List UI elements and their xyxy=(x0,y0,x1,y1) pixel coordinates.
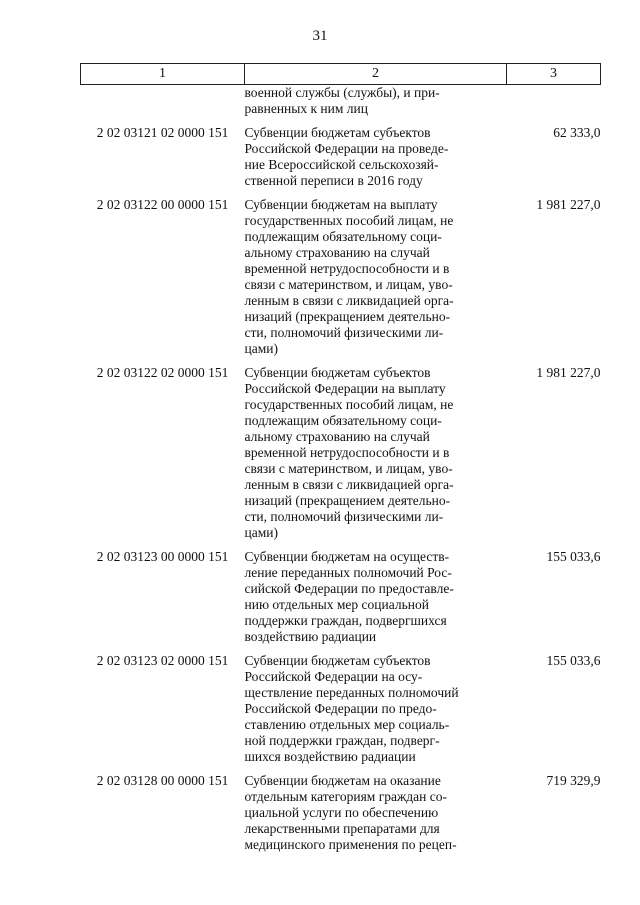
description xyxy=(245,545,507,649)
description-line: государственных пособий лицам, не xyxy=(244,213,454,228)
description-line: связи с материнством, и лицам, уво- xyxy=(244,461,453,476)
column-header-1: 1 xyxy=(81,64,245,85)
description-line: Субвенции бюджетам на осуществ- xyxy=(244,549,450,564)
continuation-code-cell xyxy=(81,85,245,122)
budget-code: 2 02 03128 00 0000 151 xyxy=(96,773,229,788)
description-line: подлежащим обязательному соци- xyxy=(244,229,442,244)
amount: 155 033,6 xyxy=(546,549,601,564)
description-line: шихся воздействию радиации xyxy=(244,749,416,764)
description-line: альному страхованию на случай xyxy=(244,429,430,444)
description-line: государственных пособий лицам, не xyxy=(244,397,454,412)
continuation-row xyxy=(81,85,601,122)
description-line: ной поддержки граждан, подверг- xyxy=(244,733,440,748)
description-line: Российской Федерации на проведе- xyxy=(244,141,449,156)
amount: 62 333,0 xyxy=(553,125,601,140)
description-line: ставлению отдельных мер социаль- xyxy=(244,717,450,732)
description xyxy=(245,193,507,361)
description xyxy=(245,361,507,545)
description-line: Субвенции бюджетам на оказание xyxy=(244,773,441,788)
table-row xyxy=(81,545,601,649)
continuation-amount-cell xyxy=(507,85,601,122)
description-line: ленным в связи с ликвидацией орга- xyxy=(244,477,454,492)
description-line: низаций (прекращением деятельно- xyxy=(244,309,451,324)
description-line: ленным в связи с ликвидацией орга- xyxy=(244,293,454,308)
description-line: ление переданных полномочий Рос- xyxy=(244,565,452,580)
description-line: ние Всероссийской сельскохозяй- xyxy=(244,157,439,172)
budget-code: 2 02 03122 00 0000 151 xyxy=(96,197,229,212)
description-line: лекарственными препаратами для xyxy=(244,821,440,836)
description-line: медицинского применения по рецеп- xyxy=(244,837,457,852)
description-line: поддержки граждан, подвергшихся xyxy=(244,613,447,628)
description-line: низаций (прекращением деятельно- xyxy=(244,493,451,508)
description-line: Субвенции бюджетам субъектов xyxy=(244,653,431,668)
description-line: ществление переданных полномочий xyxy=(244,685,459,700)
description-line: сти, полномочий физическими ли- xyxy=(244,325,444,340)
table-row xyxy=(81,361,601,545)
description-line: цами) xyxy=(244,341,278,356)
description-line: Российской Федерации по предо- xyxy=(244,701,437,716)
continuation-description xyxy=(245,85,507,122)
amount: 719 329,9 xyxy=(546,773,601,788)
amount: 1 981 227,0 xyxy=(536,197,601,212)
table-row xyxy=(81,121,601,193)
description-line: равненных к ним лиц xyxy=(244,101,368,116)
budget-table xyxy=(80,63,601,857)
description-line: Субвенции бюджетам субъектов xyxy=(244,365,431,380)
table-header-row xyxy=(81,64,601,85)
description-line: временной нетрудоспособности и в xyxy=(244,261,450,276)
budget-code: 2 02 03121 02 0000 151 xyxy=(96,125,229,140)
budget-code: 2 02 03123 00 0000 151 xyxy=(96,549,229,564)
description-line: сти, полномочий физическими ли- xyxy=(244,509,444,524)
table-row xyxy=(81,769,601,857)
budget-code: 2 02 03123 02 0000 151 xyxy=(96,653,229,668)
description-line: Российской Федерации на выплату xyxy=(244,381,446,396)
column-header-3: 3 xyxy=(507,64,601,85)
description-line: цами) xyxy=(244,525,278,540)
table-row xyxy=(81,193,601,361)
column-header-2: 2 xyxy=(245,64,507,85)
page-number: 31 xyxy=(312,28,328,44)
description-line: нию отдельных мер социальной xyxy=(244,597,429,612)
description-line: Российской Федерации на осу- xyxy=(244,669,423,684)
description-line: ственной переписи в 2016 году xyxy=(244,173,423,188)
description-line: циальной услуги по обеспечению xyxy=(244,805,439,820)
description xyxy=(245,121,507,193)
description xyxy=(245,769,507,857)
budget-code: 2 02 03122 02 0000 151 xyxy=(96,365,229,380)
description-line: воздействию радиации xyxy=(244,629,377,644)
description-line: альному страхованию на случай xyxy=(244,245,430,260)
description-line: связи с материнством, и лицам, уво- xyxy=(244,277,453,292)
description-line: Субвенции бюджетам субъектов xyxy=(244,125,431,140)
description-line: временной нетрудоспособности и в xyxy=(244,445,450,460)
description-line: подлежащим обязательному соци- xyxy=(244,413,442,428)
description-line: Субвенции бюджетам на выплату xyxy=(244,197,438,212)
table-row xyxy=(81,649,601,769)
description-line: военной службы (службы), и при- xyxy=(244,85,440,100)
amount: 1 981 227,0 xyxy=(536,365,601,380)
description xyxy=(245,649,507,769)
description-line: отдельным категориям граждан со- xyxy=(244,789,448,804)
description-line: сийской Федерации по предоставле- xyxy=(244,581,454,596)
amount: 155 033,6 xyxy=(546,653,601,668)
